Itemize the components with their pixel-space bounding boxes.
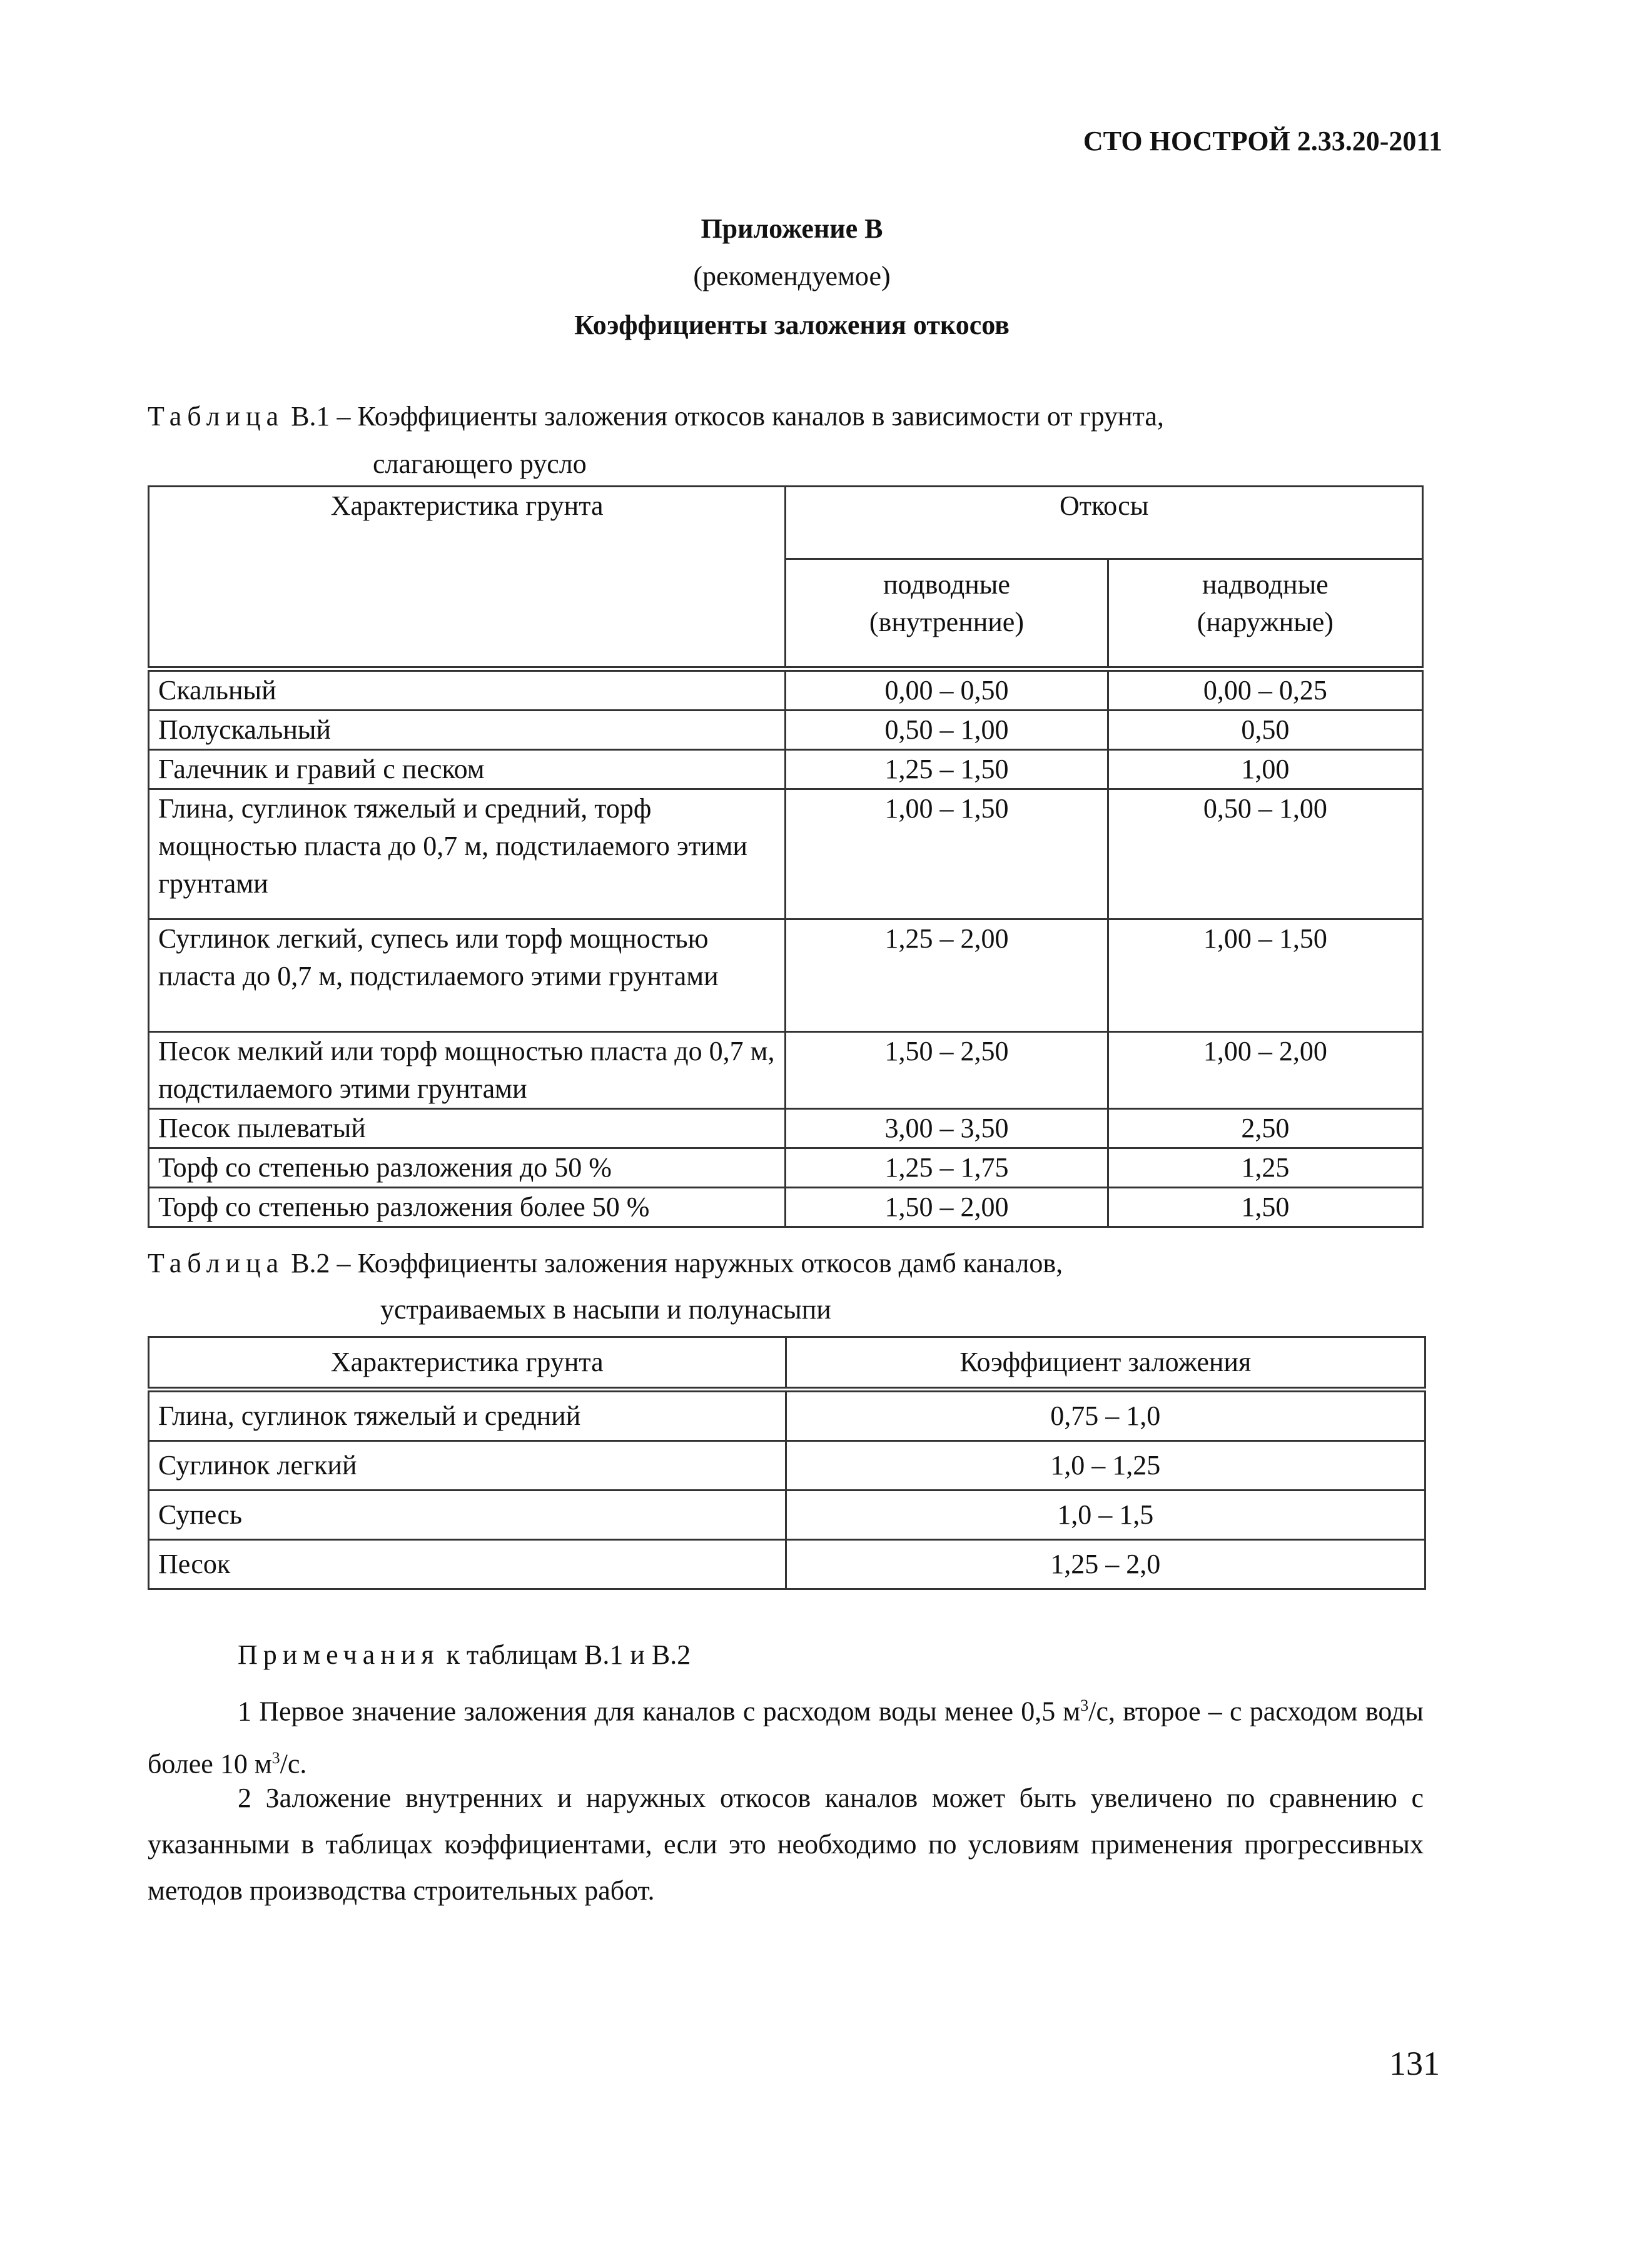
t1-underwater-value: 1,25 – 1,75 [786,1148,1108,1188]
t1-abovewater-value: 0,50 – 1,00 [1108,789,1422,919]
slope-table-1 [148,485,1424,1228]
t2-header-coefficient: Коэффициент заложения [786,1337,1425,1390]
t1-underwater-value: 1,50 – 2,00 [786,1188,1108,1227]
t1-soil: Скальный [149,669,786,711]
table2-caption-label: Таблица [148,1248,285,1278]
t1-abovewater-value: 0,00 – 0,25 [1108,669,1422,711]
note-1 [148,1683,1424,1787]
t1-underwater-value: 1,00 – 1,50 [786,789,1108,919]
t1-soil: Торф со степенью разложения более 50 % [149,1188,786,1227]
t1-soil: Торф со степенью разложения до 50 % [149,1148,786,1188]
annex-heading: Коэффициенты заложения откосов [574,310,1010,340]
table-row [149,711,1423,750]
table-row [149,1390,1425,1441]
table-row [149,919,1423,1032]
table-row [149,1540,1425,1589]
t1-header-underwater: подводные (внутренние) [786,559,1108,669]
t1-header-soil: Характеристика грунта [149,487,786,669]
t1-header-slopes: Откосы [786,487,1423,559]
t2-coefficient-value: 1,0 – 1,5 [786,1491,1425,1540]
t1-soil: Песок пылеватый [149,1109,786,1148]
table-row [149,1441,1425,1491]
t1-soil: Галечник и гравий с песком [149,750,786,789]
t1-underwater-value: 1,25 – 2,00 [786,919,1108,1032]
note-1-part-c: /с. [280,1748,307,1779]
table-row [149,1109,1423,1148]
table-row [149,1188,1423,1227]
notes-heading [238,1639,691,1671]
table1-caption-text: В.1 – Коэффициенты заложения откосов каналов в зависимости от грунта, [291,401,1164,432]
note-1-sup-b: 3 [271,1748,280,1767]
table-row [149,669,1423,711]
t1-abovewater-value: 2,50 [1108,1109,1422,1148]
table-row [149,1491,1425,1540]
t1-abovewater-value: 1,25 [1108,1148,1422,1188]
note-2: 2 Заложение внутренних и наружных откосов каналов может быть увеличено по сравнению с указанными в таблицах коэффициентами, если это необходимо по условиям применения прогрессивных методов производства строительных работ. [148,1783,1424,1906]
t1-abovewater-value: 1,00 – 1,50 [1108,919,1422,1032]
table2-caption-text: В.2 – Коэффициенты заложения наружных откосов дамб каналов, [291,1248,1063,1278]
annex-subtitle: (рекомендуемое) [693,261,891,291]
t1-underwater-value: 1,25 – 1,50 [786,750,1108,789]
note-1-part-b: /с, второе – с расходом воды более 10 м [148,1696,1424,1779]
t1-underwater-value: 1,50 – 2,50 [786,1032,1108,1109]
t2-soil: Супесь [149,1491,786,1540]
table-row [149,750,1423,789]
t1-soil: Суглинок легкий, супесь или торф мощностью пласта до 0,7 м, подстилаемого этими грунтами [149,919,786,1032]
page-number: 131 [1389,2045,1440,2082]
note-1-part-a: 1 Первое значение заложения для каналов с расходом воды менее 0,5 м [238,1696,1081,1727]
t1-header-abovewater: надводные (наружные) [1108,559,1422,669]
table-row [149,789,1423,919]
t1-soil: Полускальный [149,711,786,750]
t1-abovewater-value: 1,00 – 2,00 [1108,1032,1422,1109]
table2-caption-continued: устраиваемых в насыпи и полунасыпи [380,1294,831,1325]
t2-soil: Глина, суглинок тяжелый и средний [149,1390,786,1441]
t2-header-soil: Характеристика грунта [149,1337,786,1390]
notes-label: Примечания [238,1639,440,1670]
table1-caption-continued: слагающего русло [373,448,587,479]
t1-underwater-value: 0,00 – 0,50 [786,669,1108,711]
t2-coefficient-value: 1,25 – 2,0 [786,1540,1425,1589]
table1-caption [148,400,1164,432]
t2-soil: Суглинок легкий [149,1441,786,1491]
t2-coefficient-value: 0,75 – 1,0 [786,1390,1425,1441]
t1-underwater-value: 3,00 – 3,50 [786,1109,1108,1148]
t1-abovewater-value: 0,50 [1108,711,1422,750]
notes-label-rest: к таблицам В.1 и В.2 [446,1639,691,1670]
t1-soil: Песок мелкий или торф мощностью пласта до 0,7 м, подстилаемого этими грунтами [149,1032,786,1109]
table1-caption-label: Таблица [148,401,285,432]
table-row [149,1148,1423,1188]
note-1-sup-a: 3 [1080,1696,1089,1714]
t1-soil: Глина, суглинок тяжелый и средний, торф мощностью пласта до 0,7 м, подстилаемого этими грунтами [149,789,786,919]
t1-abovewater-value: 1,50 [1108,1188,1422,1227]
annex-title: Приложение В [701,213,883,244]
t1-underwater-value: 0,50 – 1,00 [786,711,1108,750]
table2-caption [148,1247,1063,1279]
table-row [149,1032,1423,1109]
t1-abovewater-value: 1,00 [1108,750,1422,789]
t2-coefficient-value: 1,0 – 1,25 [786,1441,1425,1491]
document-code: СТО НОСТРОЙ 2.33.20-2011 [1083,126,1442,156]
t2-soil: Песок [149,1540,786,1589]
slope-table-2 [148,1336,1426,1590]
